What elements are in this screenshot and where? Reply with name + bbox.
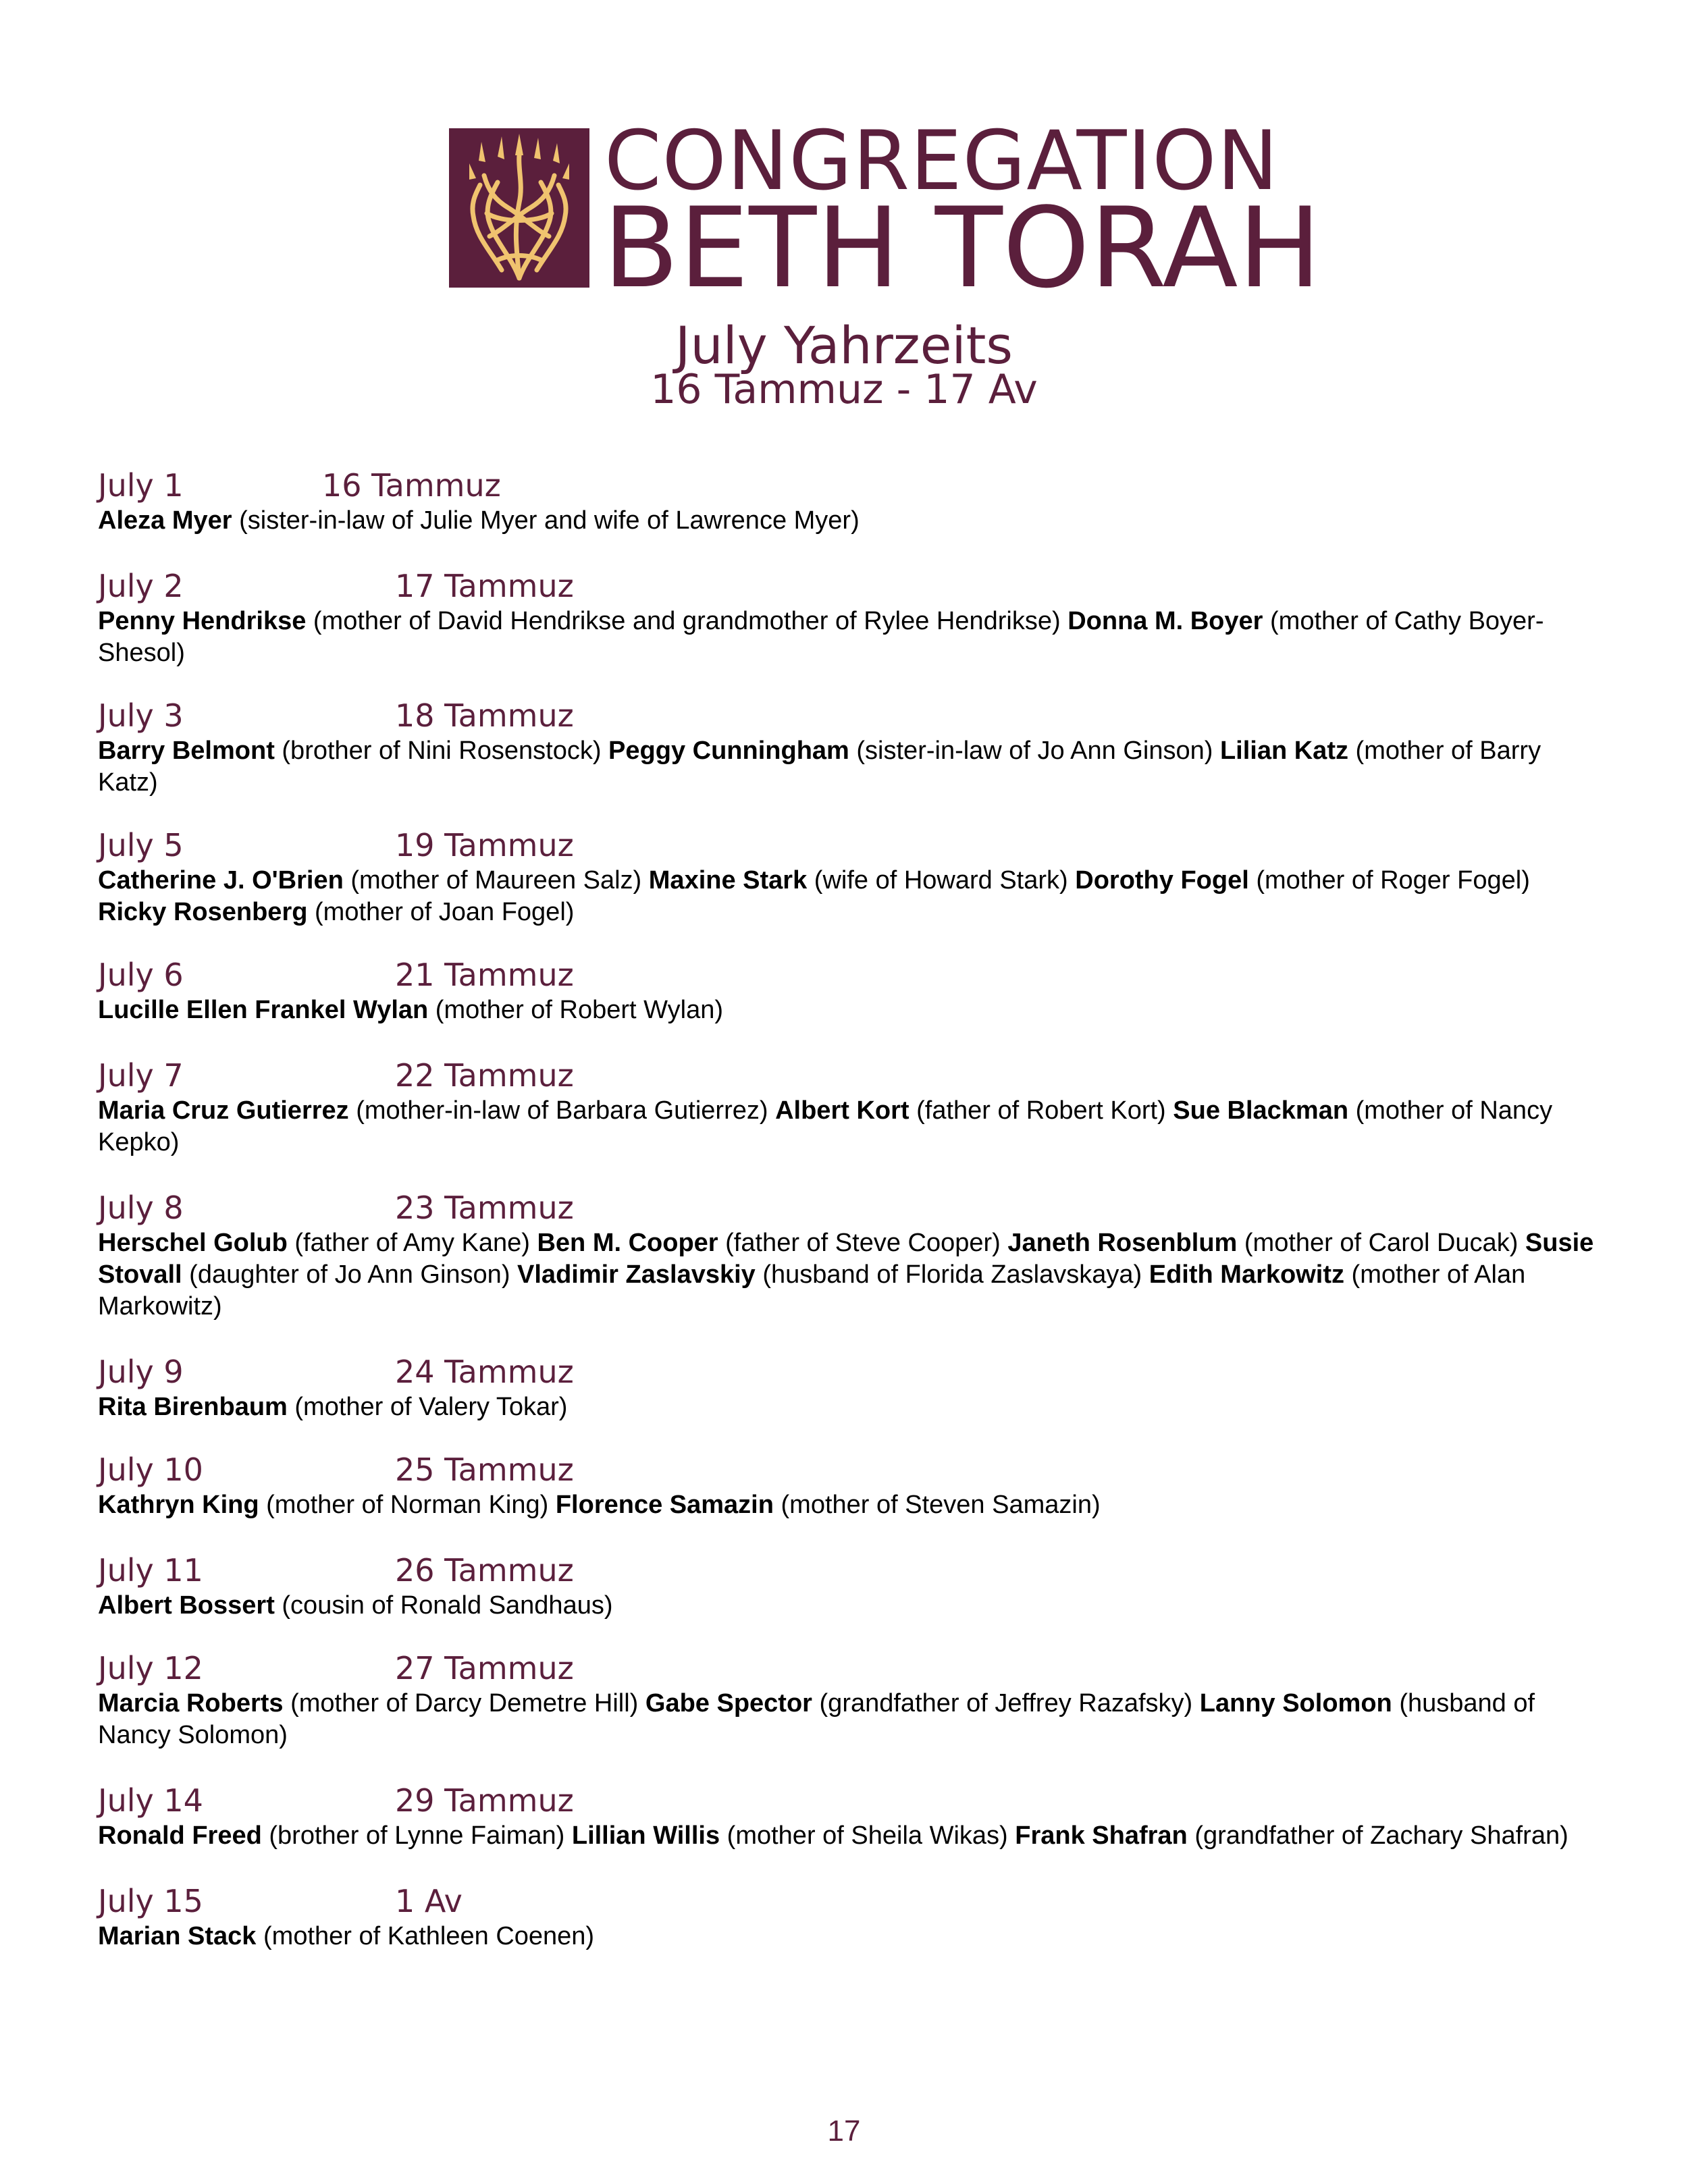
- deceased-name: Sue Blackman: [1173, 1096, 1349, 1125]
- memorial-names: [98, 1095, 1597, 1158]
- hebrew-date: 21 Tammuz: [395, 957, 574, 993]
- memorial-names: [98, 1590, 1597, 1622]
- memorial-names: [98, 606, 1597, 669]
- hebrew-date: 29 Tammuz: [395, 1782, 574, 1819]
- entry-date-line: [98, 1551, 1597, 1590]
- hebrew-date: 24 Tammuz: [395, 1354, 574, 1390]
- relation-text: (mother of Nancy Kepko): [98, 1096, 1553, 1156]
- logo-text-congregation: CONGREGATION: [604, 113, 1280, 209]
- memorial-names: [98, 1227, 1597, 1323]
- relation-text: (mother-in-law of Barbara Gutierrez): [356, 1096, 768, 1125]
- deceased-name: Albert Kort: [775, 1096, 909, 1125]
- yahrzeit-entry: [98, 1352, 1597, 1423]
- memorial-names: [98, 1391, 1597, 1423]
- relation-text: (mother of Joan Fogel): [315, 898, 575, 926]
- deceased-name: Vladimir Zaslavskiy: [517, 1260, 756, 1289]
- deceased-name: Florence Samazin: [555, 1491, 774, 1519]
- entry-date-line: [98, 466, 1597, 505]
- hebrew-date: 1 Av: [395, 1883, 463, 1919]
- memorial-names: [98, 1820, 1597, 1852]
- yahrzeit-entry: [98, 1882, 1597, 1952]
- relation-text: (daughter of Jo Ann Ginson): [189, 1260, 510, 1289]
- gregorian-date: July 7: [98, 1057, 184, 1094]
- memorial-names: [98, 994, 1597, 1026]
- relation-text: (father of Robert Kort): [916, 1096, 1166, 1125]
- deceased-name: Aleza Myer: [98, 506, 232, 535]
- hebrew-date: 23 Tammuz: [395, 1190, 574, 1226]
- hebrew-date: 17 Tammuz: [395, 568, 574, 604]
- yahrzeit-entry: [98, 1450, 1597, 1521]
- logo-text-beth-torah: BETH TORAH: [603, 184, 1321, 313]
- deceased-name: Maxine Stark: [648, 866, 808, 895]
- deceased-name: Marian Stack: [98, 1922, 257, 1950]
- deceased-name: Donna M. Boyer: [1067, 607, 1263, 635]
- deceased-name: Albert Bossert: [98, 1591, 275, 1620]
- deceased-name: Dorothy Fogel: [1075, 866, 1249, 895]
- gregorian-date: July 3: [98, 697, 184, 734]
- relation-text: (mother of Barry Katz): [98, 737, 1541, 797]
- yahrzeit-entry: [98, 1781, 1597, 1852]
- deceased-name: Peggy Cunningham: [608, 737, 849, 765]
- deceased-name: Herschel Golub: [98, 1229, 288, 1257]
- entry-date-line: [98, 1649, 1597, 1688]
- relation-text: (mother of Cathy Boyer-Shesol): [98, 607, 1544, 667]
- entry-date-line: [98, 1450, 1597, 1489]
- deceased-name: Ronald Freed: [98, 1821, 262, 1850]
- hebrew-date: 19 Tammuz: [395, 827, 574, 863]
- relation-text: (mother of Darcy Demetre Hill): [290, 1689, 639, 1717]
- relation-text: (mother of Kathleen Coenen): [263, 1922, 595, 1950]
- relation-text: (mother of Sheila Wikas): [727, 1821, 1008, 1850]
- deceased-name: Lucille Ellen Frankel Wylan: [98, 996, 429, 1024]
- entry-date-line: [98, 1352, 1597, 1391]
- hebrew-date: 18 Tammuz: [395, 697, 574, 734]
- relation-text: (mother of Roger Fogel): [1256, 866, 1530, 895]
- relation-text: (grandfather of Zachary Shafran): [1194, 1821, 1568, 1850]
- yahrzeit-list: [98, 466, 1597, 1952]
- relation-text: (mother of Robert Wylan): [435, 996, 724, 1024]
- memorial-names: [98, 505, 1597, 537]
- gregorian-date: July 8: [98, 1190, 184, 1226]
- relation-text: (brother of Nini Rosenstock): [282, 737, 602, 765]
- page-number: 17: [827, 2114, 861, 2148]
- deceased-name: Janeth Rosenblum: [1007, 1229, 1238, 1257]
- relation-text: (mother of Maureen Salz): [350, 866, 642, 895]
- memorial-names: [98, 735, 1597, 799]
- entry-date-line: [98, 1188, 1597, 1227]
- burning-bush-logo-icon: [449, 128, 589, 288]
- relation-text: (wife of Howard Stark): [814, 866, 1068, 895]
- relation-text: (mother of Steven Samazin): [781, 1491, 1101, 1519]
- gregorian-date: July 10: [98, 1451, 203, 1488]
- page-title: July Yahrzeits: [675, 315, 1013, 375]
- yahrzeit-entry: [98, 696, 1597, 799]
- entry-date-line: [98, 1781, 1597, 1820]
- page-subtitle: 16 Tammuz - 17 Av: [650, 366, 1038, 413]
- entry-date-line: [98, 566, 1597, 606]
- yahrzeit-entry: [98, 466, 1597, 537]
- gregorian-date: July 11: [98, 1552, 203, 1589]
- deceased-name: Edith Markowitz: [1149, 1260, 1344, 1289]
- relation-text: (mother of Alan Markowitz): [98, 1260, 1526, 1321]
- deceased-name: Frank Shafran: [1015, 1821, 1188, 1850]
- entry-date-line: [98, 955, 1597, 994]
- gregorian-date: July 9: [98, 1354, 184, 1390]
- gregorian-date: July 2: [98, 568, 184, 604]
- relation-text: (husband of Florida Zaslavskaya): [762, 1260, 1142, 1289]
- relation-text: (cousin of Ronald Sandhaus): [282, 1591, 613, 1620]
- relation-text: (father of Steve Cooper): [725, 1229, 1001, 1257]
- relation-text: (mother of Norman King): [266, 1491, 549, 1519]
- gregorian-date: July 6: [98, 957, 184, 993]
- yahrzeit-entry: [98, 1551, 1597, 1622]
- gregorian-date: July 12: [98, 1650, 203, 1686]
- relation-text: (sister-in-law of Julie Myer and wife of Lawrence Myer): [239, 506, 860, 535]
- entry-date-line: [98, 826, 1597, 865]
- deceased-name: Marcia Roberts: [98, 1689, 284, 1717]
- memorial-names: [98, 1688, 1597, 1751]
- yahrzeit-entry: [98, 1188, 1597, 1323]
- relation-text: (brother of Lynne Faiman): [269, 1821, 565, 1850]
- entry-date-line: [98, 696, 1597, 735]
- gregorian-date: July 5: [98, 827, 184, 863]
- relation-text: (mother of David Hendrikse and grandmother of Rylee Hendrikse): [313, 607, 1061, 635]
- hebrew-date: 22 Tammuz: [395, 1057, 574, 1094]
- hebrew-date: 27 Tammuz: [395, 1650, 574, 1686]
- relation-text: (mother of Valery Tokar): [294, 1393, 568, 1421]
- deceased-name: Rita Birenbaum: [98, 1393, 288, 1421]
- relation-text: (father of Amy Kane): [294, 1229, 530, 1257]
- deceased-name: Susie Stovall: [98, 1229, 1594, 1289]
- deceased-name: Ben M. Cooper: [537, 1229, 718, 1257]
- yahrzeit-entry: [98, 826, 1597, 928]
- hebrew-date: 25 Tammuz: [395, 1451, 574, 1488]
- gregorian-date: July 14: [98, 1782, 203, 1819]
- yahrzeit-entry: [98, 1056, 1597, 1158]
- memorial-names: [98, 1489, 1597, 1521]
- deceased-name: Gabe Spector: [645, 1689, 812, 1717]
- entry-date-line: [98, 1882, 1597, 1921]
- memorial-names: [98, 1921, 1597, 1952]
- deceased-name: Lanny Solomon: [1199, 1689, 1392, 1717]
- deceased-name: Maria Cruz Gutierrez: [98, 1096, 349, 1125]
- relation-text: (sister-in-law of Jo Ann Ginson): [856, 737, 1213, 765]
- memorial-names: [98, 865, 1597, 928]
- entry-date-line: [98, 1056, 1597, 1095]
- gregorian-date: July 1: [98, 467, 184, 504]
- relation-text: (mother of Carol Ducak): [1244, 1229, 1519, 1257]
- hebrew-date: 16 Tammuz: [322, 467, 501, 504]
- yahrzeit-entry: [98, 566, 1597, 669]
- deceased-name: Kathryn King: [98, 1491, 259, 1519]
- hebrew-date: 26 Tammuz: [395, 1552, 574, 1589]
- deceased-name: Catherine J. O'Brien: [98, 866, 344, 895]
- deceased-name: Ricky Rosenberg: [98, 898, 308, 926]
- yahrzeit-entry: [98, 955, 1597, 1026]
- relation-text: (grandfather of Jeffrey Razafsky): [819, 1689, 1193, 1717]
- yahrzeit-entry: [98, 1649, 1597, 1751]
- deceased-name: Lilian Katz: [1219, 737, 1348, 765]
- relation-text: (husband of Nancy Solomon): [98, 1689, 1535, 1749]
- deceased-name: Lillian Willis: [571, 1821, 720, 1850]
- gregorian-date: July 15: [98, 1883, 203, 1919]
- deceased-name: Penny Hendrikse: [98, 607, 307, 635]
- deceased-name: Barry Belmont: [98, 737, 275, 765]
